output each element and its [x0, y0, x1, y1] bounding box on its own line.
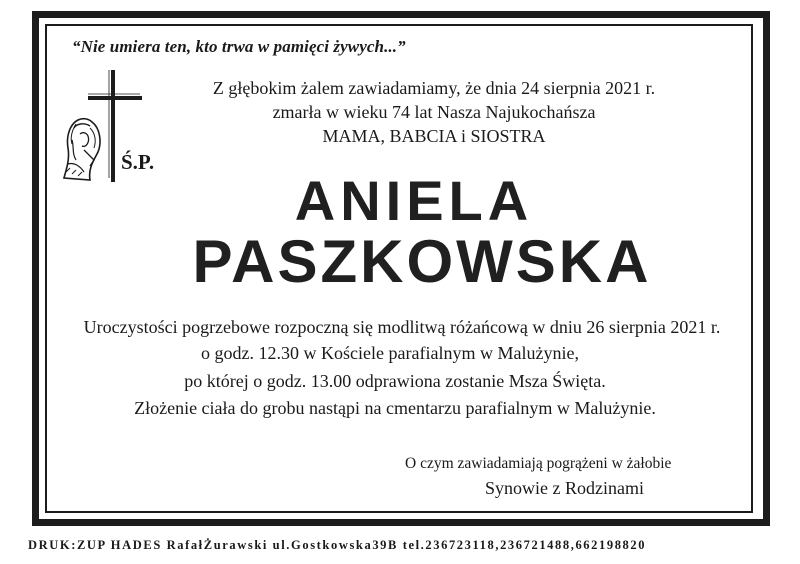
deceased-first-name: ANIELA: [294, 169, 534, 232]
signature: Synowie z Rodzinami: [485, 478, 644, 498]
intro-line: Z głębokim żalem zawiadamiamy, że dnia 24 sierpnia 2021 r.: [212, 78, 656, 98]
printer-footer: DRUK:ZUP HADES RafałŻurawski ul.Gostkowska39B tel.236723118,236721488,662198820: [28, 538, 647, 552]
relation-line: MAMA, BABCIA i SIOSTRA: [322, 126, 546, 146]
closing-line: O czym zawiadamiają pogrążeni w żałobie: [405, 455, 672, 472]
ceremony-line: po której o godz. 13.00 odprawiona zostanie Msza Święta.: [184, 371, 606, 391]
memorial-quote: “Nie umiera ten, kto trwa w pamięci żywych...”: [72, 37, 406, 56]
intro-line: zmarła w wieku 74 lat Nasza Najukochańsza: [272, 102, 596, 122]
ceremony-line: Uroczystości pogrzebowe rozpoczną się modlitwą różańcową w dniu 26 sierpnia 2021 r.: [83, 317, 721, 337]
ceremony-line: Złożenie ciała do grobu nastąpi na cmentarzu parafialnym w Malużynie.: [134, 398, 656, 418]
deceased-last-name: PASZKOWSKA: [192, 228, 652, 295]
sp-label: Ś.P.: [121, 150, 155, 174]
ceremony-line: o godz. 12.30 w Kościele parafialnym w Malużynie,: [201, 343, 579, 363]
